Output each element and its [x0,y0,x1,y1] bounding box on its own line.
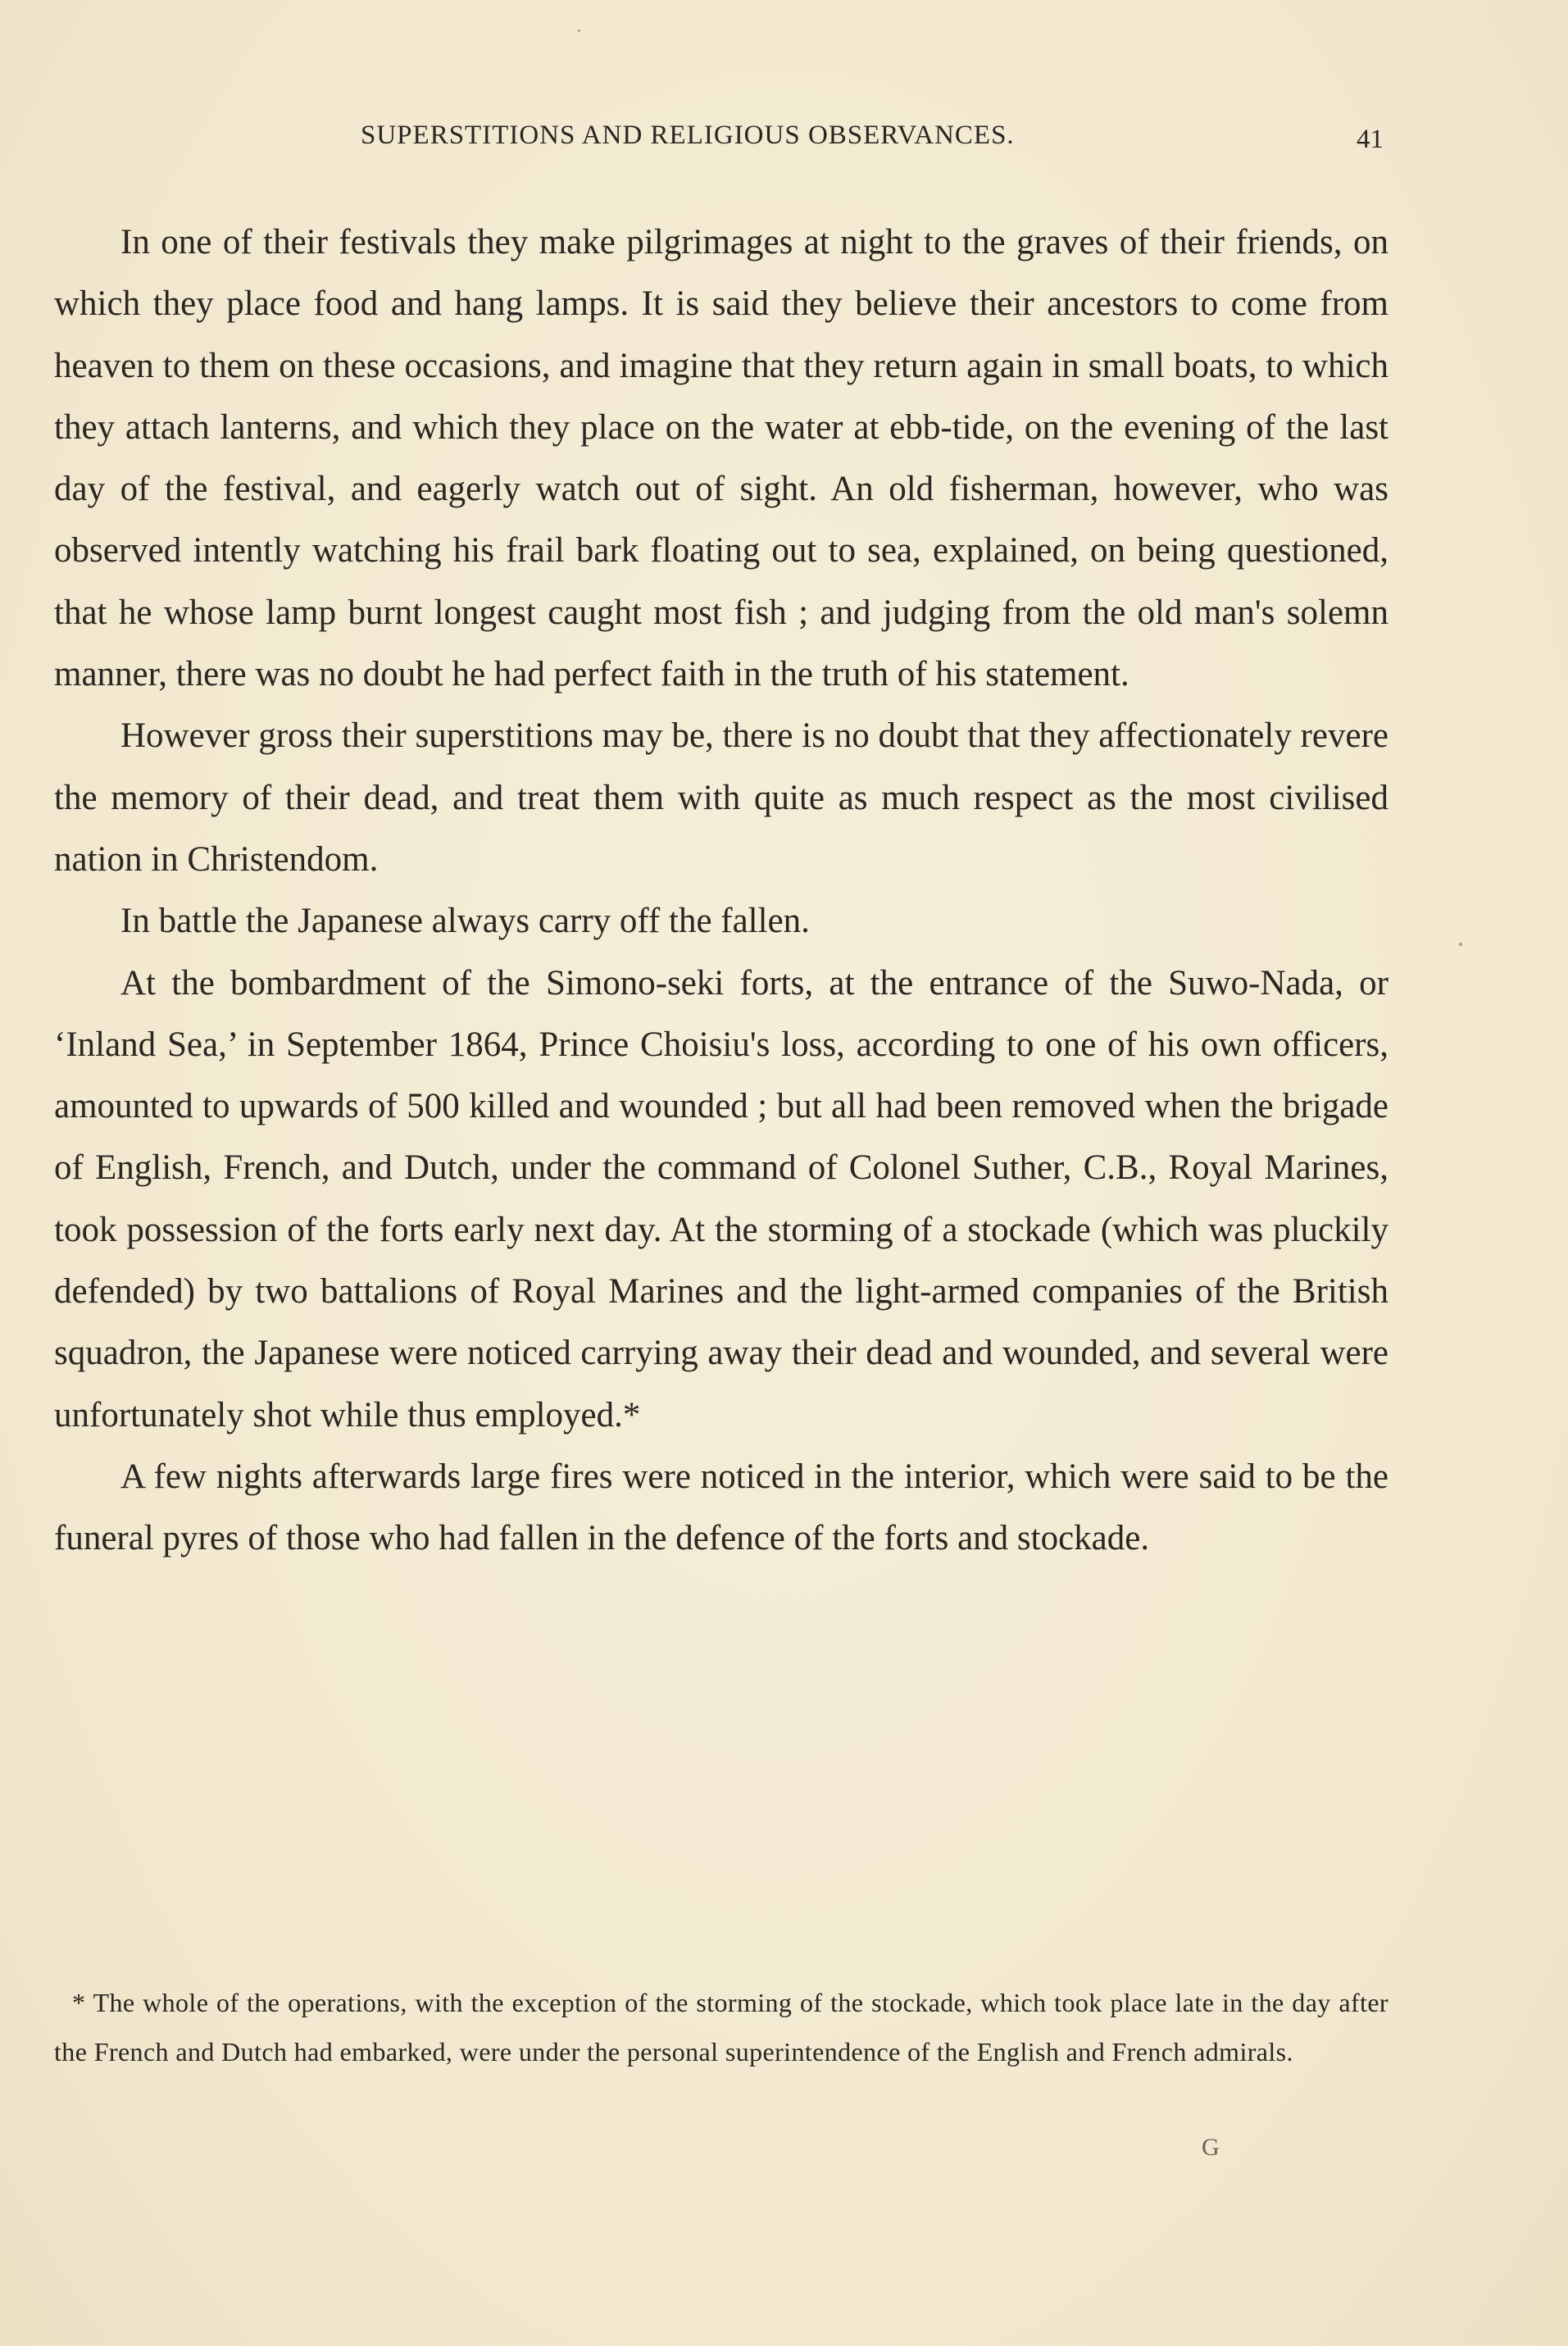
footnote: * The whole of the operations, with the exception of the storming of the stockade, which took place late in the day after the French and Dutch had embarked, were under the personal superintendence of the English and French admirals. [54,1988,1388,2066]
paragraph-festival-of-lamps: In one of their festivals they make pilgrimages at night to the graves of their friends, on which they place food and hang lamps. It is said they believe their ancestors to come from heaven to them on these occasions, and imagine that they return again in small boats, to which they attach lanterns, and which they place on the water at ebb-tide, on the evening of the last day of the festival, and eagerly watch out of sight. An old fisherman, however, who was observed intently watching his frail bark floating out to sea, explained, on being questioned, that he whose lamp burnt longest caught most fish ; and judging from the old man's solemn manner, there was no doubt he had perfect faith in the truth of his statement. [54,223,1388,694]
paragraph-funeral-pyres: A few nights afterwards large fires were noticed in the interior, which were said to be the funeral pyres of those who had fallen in the defence of the forts and stockade. [54,1457,1388,1558]
paper-speck [578,30,580,32]
body-text [54,211,1388,1570]
paper-speck [1459,943,1462,946]
signature-mark: G [1202,2134,1220,2161]
running-title: SUPERSTITIONS AND RELIGIOUS OBSERVANCES. [361,120,1015,150]
paragraph-simono-seki-bombardment: At the bombardment of the Simono-seki forts, at the entrance of the Suwo-Nada, or ‘Inland Sea,’ in September 1864, Prince Choisiu's loss, according to one of his own officers, amounted to upwards of 500 killed and wounded ; but all had been removed when the brigade of English, French, and Dutch, under the command of Colonel Suther, C.B., Royal Marines, took possession of the forts early next day. At the storming of a stockade (which was pluckily defended) by two battalions of Royal Marines and the light-armed companies of the British squadron, the Japanese were noticed carrying away their dead and wounded, and several were unfortunately shot while thus employed.* [54,963,1388,1434]
paragraph-reverence-for-dead: However gross their superstitions may be, there is no doubt that they affectionately revere the memory of their dead, and treat them with quite as much respect as the most civilised nation in Christendom. [54,716,1388,879]
paragraph-battle-fallen: In battle the Japanese always carry off the fallen. [120,902,810,941]
page-number: 41 [1357,125,1384,154]
running-head [0,120,1568,161]
